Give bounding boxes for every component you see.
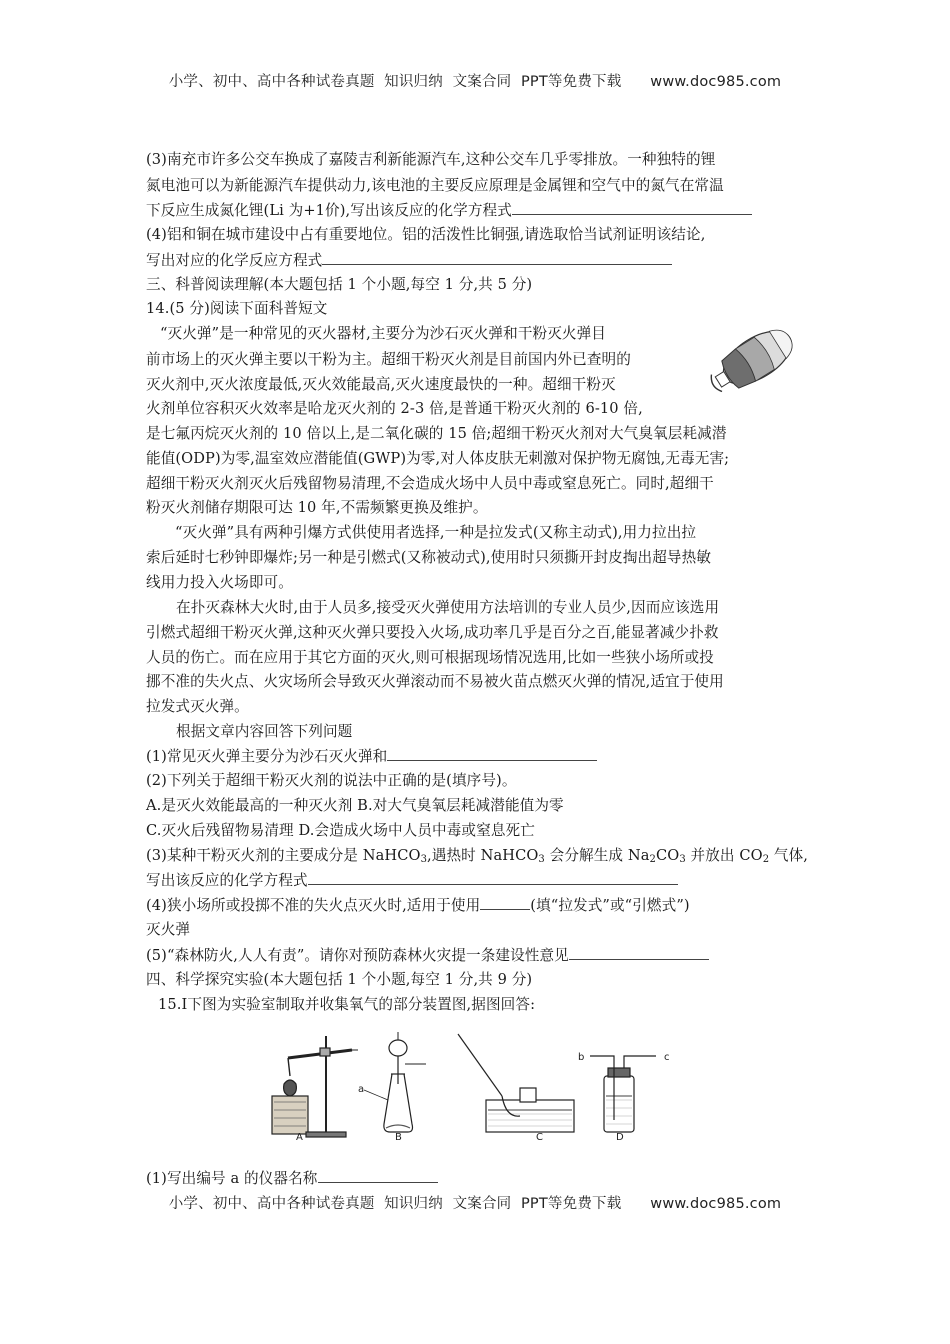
text-line: 氮电池可以为新能源汽车提供动力,该电池的主要反应原理是金属锂和空气中的氮气在常温: [146, 177, 724, 194]
article-line: 线用力投入火场即可。: [146, 574, 293, 591]
text-line: [146, 945, 806, 966]
article-line: 是七氟丙烷灭火剂的 10 倍以上,是二氧化碳的 15 倍;超细干粉灭火剂对大气臭氧层耗减潜: [146, 425, 727, 442]
answer-blank[interactable]: [387, 746, 597, 761]
text-line: [146, 200, 806, 221]
subscript: 3: [679, 854, 686, 865]
text-line: [146, 1168, 806, 1189]
subscript: 2: [762, 854, 770, 865]
text-line: [146, 870, 806, 891]
text-line: 灭火弹: [146, 921, 191, 938]
text-line: [146, 746, 806, 767]
question-text: (1)常见灭火弹主要分为沙石灭火弹和: [146, 748, 388, 765]
label-a-lower: a: [358, 1084, 365, 1095]
text-line: [146, 895, 806, 916]
section-heading: 三、科普阅读理解(本大题包括 1 个小题,每空 1 分,共 5 分): [146, 276, 533, 293]
lab-apparatus-figure: [258, 1028, 698, 1146]
section-heading: 四、科学探究实验(本大题包括 1 个小题,每空 1 分,共 9 分): [146, 971, 533, 988]
q3-text: ,遇热时 NaHCO: [427, 847, 539, 864]
q3-text: 气体,: [769, 847, 809, 864]
article-line: 粉灭火剂储存期限可达 10 年,不需频繁更换及维护。: [146, 499, 488, 516]
answer-blank[interactable]: [480, 895, 530, 910]
label-a-upper: A: [296, 1132, 303, 1143]
page-footer: 小学、初中、高中各种试卷真题 知识归纳 文案合同 PPT等免费下载 www.doc985.com: [168, 1196, 782, 1212]
article-line: 引燃式超细干粉灭火弹,这种灭火弹只要投入火场,成功率几乎是百分之百,能显著减少扑救: [146, 624, 719, 641]
text-line: (2)下列关于超细干粉灭火剂的说法中正确的是(填序号)。: [146, 772, 517, 789]
label-c-lower: c: [664, 1052, 670, 1063]
q3-text: 会分解生成 Na: [544, 847, 650, 864]
question-heading: 15.Ⅰ下图为实验室制取并收集氧气的部分装置图,据图回答:: [158, 996, 536, 1013]
apparatus-b-flask: [384, 1032, 426, 1132]
subscript: 2: [649, 854, 656, 865]
subscript: 3: [538, 854, 545, 865]
apparatus-d-bottle: [590, 1056, 656, 1132]
article-line: 灭火剂中,灭火浓度最低,灭火效能最高,灭火速度最快的一种。超细干粉灭: [146, 376, 616, 393]
article-line: 火剂单位容积灭火效率是哈龙灭火剂的 2-3 倍,是普通干粉灭火剂的 6-10 倍,: [146, 400, 643, 417]
apparatus-c-trough: [458, 1034, 574, 1132]
text-line: (4)铝和铜在城市建设中占有重要地位。铝的活泼性比铜强,请选取恰当试剂证明该结论,: [146, 226, 706, 243]
article-line: 超细干粉灭火剂灭火后残留物易清理,不会造成火场中人员中毒或窒息死亡。同时,超细干: [146, 475, 714, 492]
text-line: [146, 250, 806, 271]
question-text: 写出该反应的化学方程式: [146, 872, 308, 889]
question-text: (4)狭小场所或投掷不准的失火点灭火时,适用于使用: [146, 897, 481, 914]
text-line: (3)南充市许多公交车换成了嘉陵吉利新能源汽车,这种公交车几乎零排放。一种独特的锂: [146, 151, 716, 168]
article-line: 能值(ODP)为零,温室效应潜能值(GWP)为零,对人体皮肤无刺激对保护物无腐蚀,无毒无害;: [146, 450, 730, 467]
answer-blank[interactable]: [512, 200, 752, 215]
page-header: 小学、初中、高中各种试卷真题 知识归纳 文案合同 PPT等免费下载 www.doc985.com: [168, 74, 782, 90]
question-text: (1)写出编号 a 的仪器名称: [146, 1170, 318, 1187]
question-heading: 14.(5 分)阅读下面科普短文: [146, 300, 328, 317]
answer-blank[interactable]: [322, 250, 672, 265]
label-d-upper: D: [616, 1132, 624, 1143]
answer-blank[interactable]: [318, 1168, 438, 1183]
article-line: 拉发式灭火弹。: [146, 698, 249, 715]
article-line: “灭火弹”具有两种引爆方式供使用者选择,一种是拉发式(又称主动式),用力拉出拉: [175, 524, 697, 541]
article-line: 在扑灭森林大火时,由于人员多,接受灭火弹使用方法培训的专业人员少,因而应该选用: [176, 599, 720, 616]
q3-text: 并放出 CO: [685, 847, 763, 864]
article-line: 挪不准的失火点、火灾场所会导致灭火弹滚动而不易被火苗点燃灭火弹的情况,适宜于使用: [146, 673, 724, 690]
apparatus-a-heating: [272, 1036, 358, 1137]
q3-text: CO: [655, 847, 680, 864]
question-text: (5)“森林防火,人人有责”。请你对预防森林火灾提一条建设性意见: [146, 947, 569, 964]
subscript: 3: [420, 854, 428, 865]
question-text: 写出对应的化学反应方程式: [146, 252, 323, 269]
fire-extinguisher-bomb-image: [703, 318, 803, 396]
option-line: A.是灭火效能最高的一种灭火剂 B.对大气臭氧层耗减潜能值为零: [146, 797, 564, 814]
question-text: 下反应生成氮化锂(Li 为+1价),写出该反应的化学方程式: [146, 202, 512, 219]
text-line: [146, 846, 809, 866]
answer-blank[interactable]: [308, 870, 678, 885]
label-b-upper: B: [395, 1132, 402, 1143]
article-line: 索后延时七秒钟即爆炸;另一种是引燃式(又称被动式),使用时只须撕开封皮掏出超导热敏: [146, 549, 712, 566]
option-line: C.灭火后残留物易清理 D.会造成火场中人员中毒或窒息死亡: [146, 822, 535, 839]
q3-text: (3)某种干粉灭火剂的主要成分是 NaHCO: [146, 847, 421, 864]
label-b-lower: b: [578, 1052, 585, 1063]
article-line: 前市场上的灭火弹主要以干粉为主。超细干粉灭火剂是目前国内外已查明的: [146, 351, 631, 368]
article-line: “灭火弹”是一种常见的灭火器材,主要分为沙石灭火弹和干粉灭火弹目: [160, 325, 606, 342]
question-text: (填“拉发式”或“引燃式”): [530, 897, 690, 914]
answer-blank[interactable]: [569, 945, 709, 960]
label-c-upper: C: [536, 1132, 543, 1143]
prompt-line: 根据文章内容回答下列问题: [176, 723, 353, 740]
article-line: 人员的伤亡。而在应用于其它方面的灭火,则可根据现场情况选用,比如一些狭小场所或投: [146, 649, 714, 666]
